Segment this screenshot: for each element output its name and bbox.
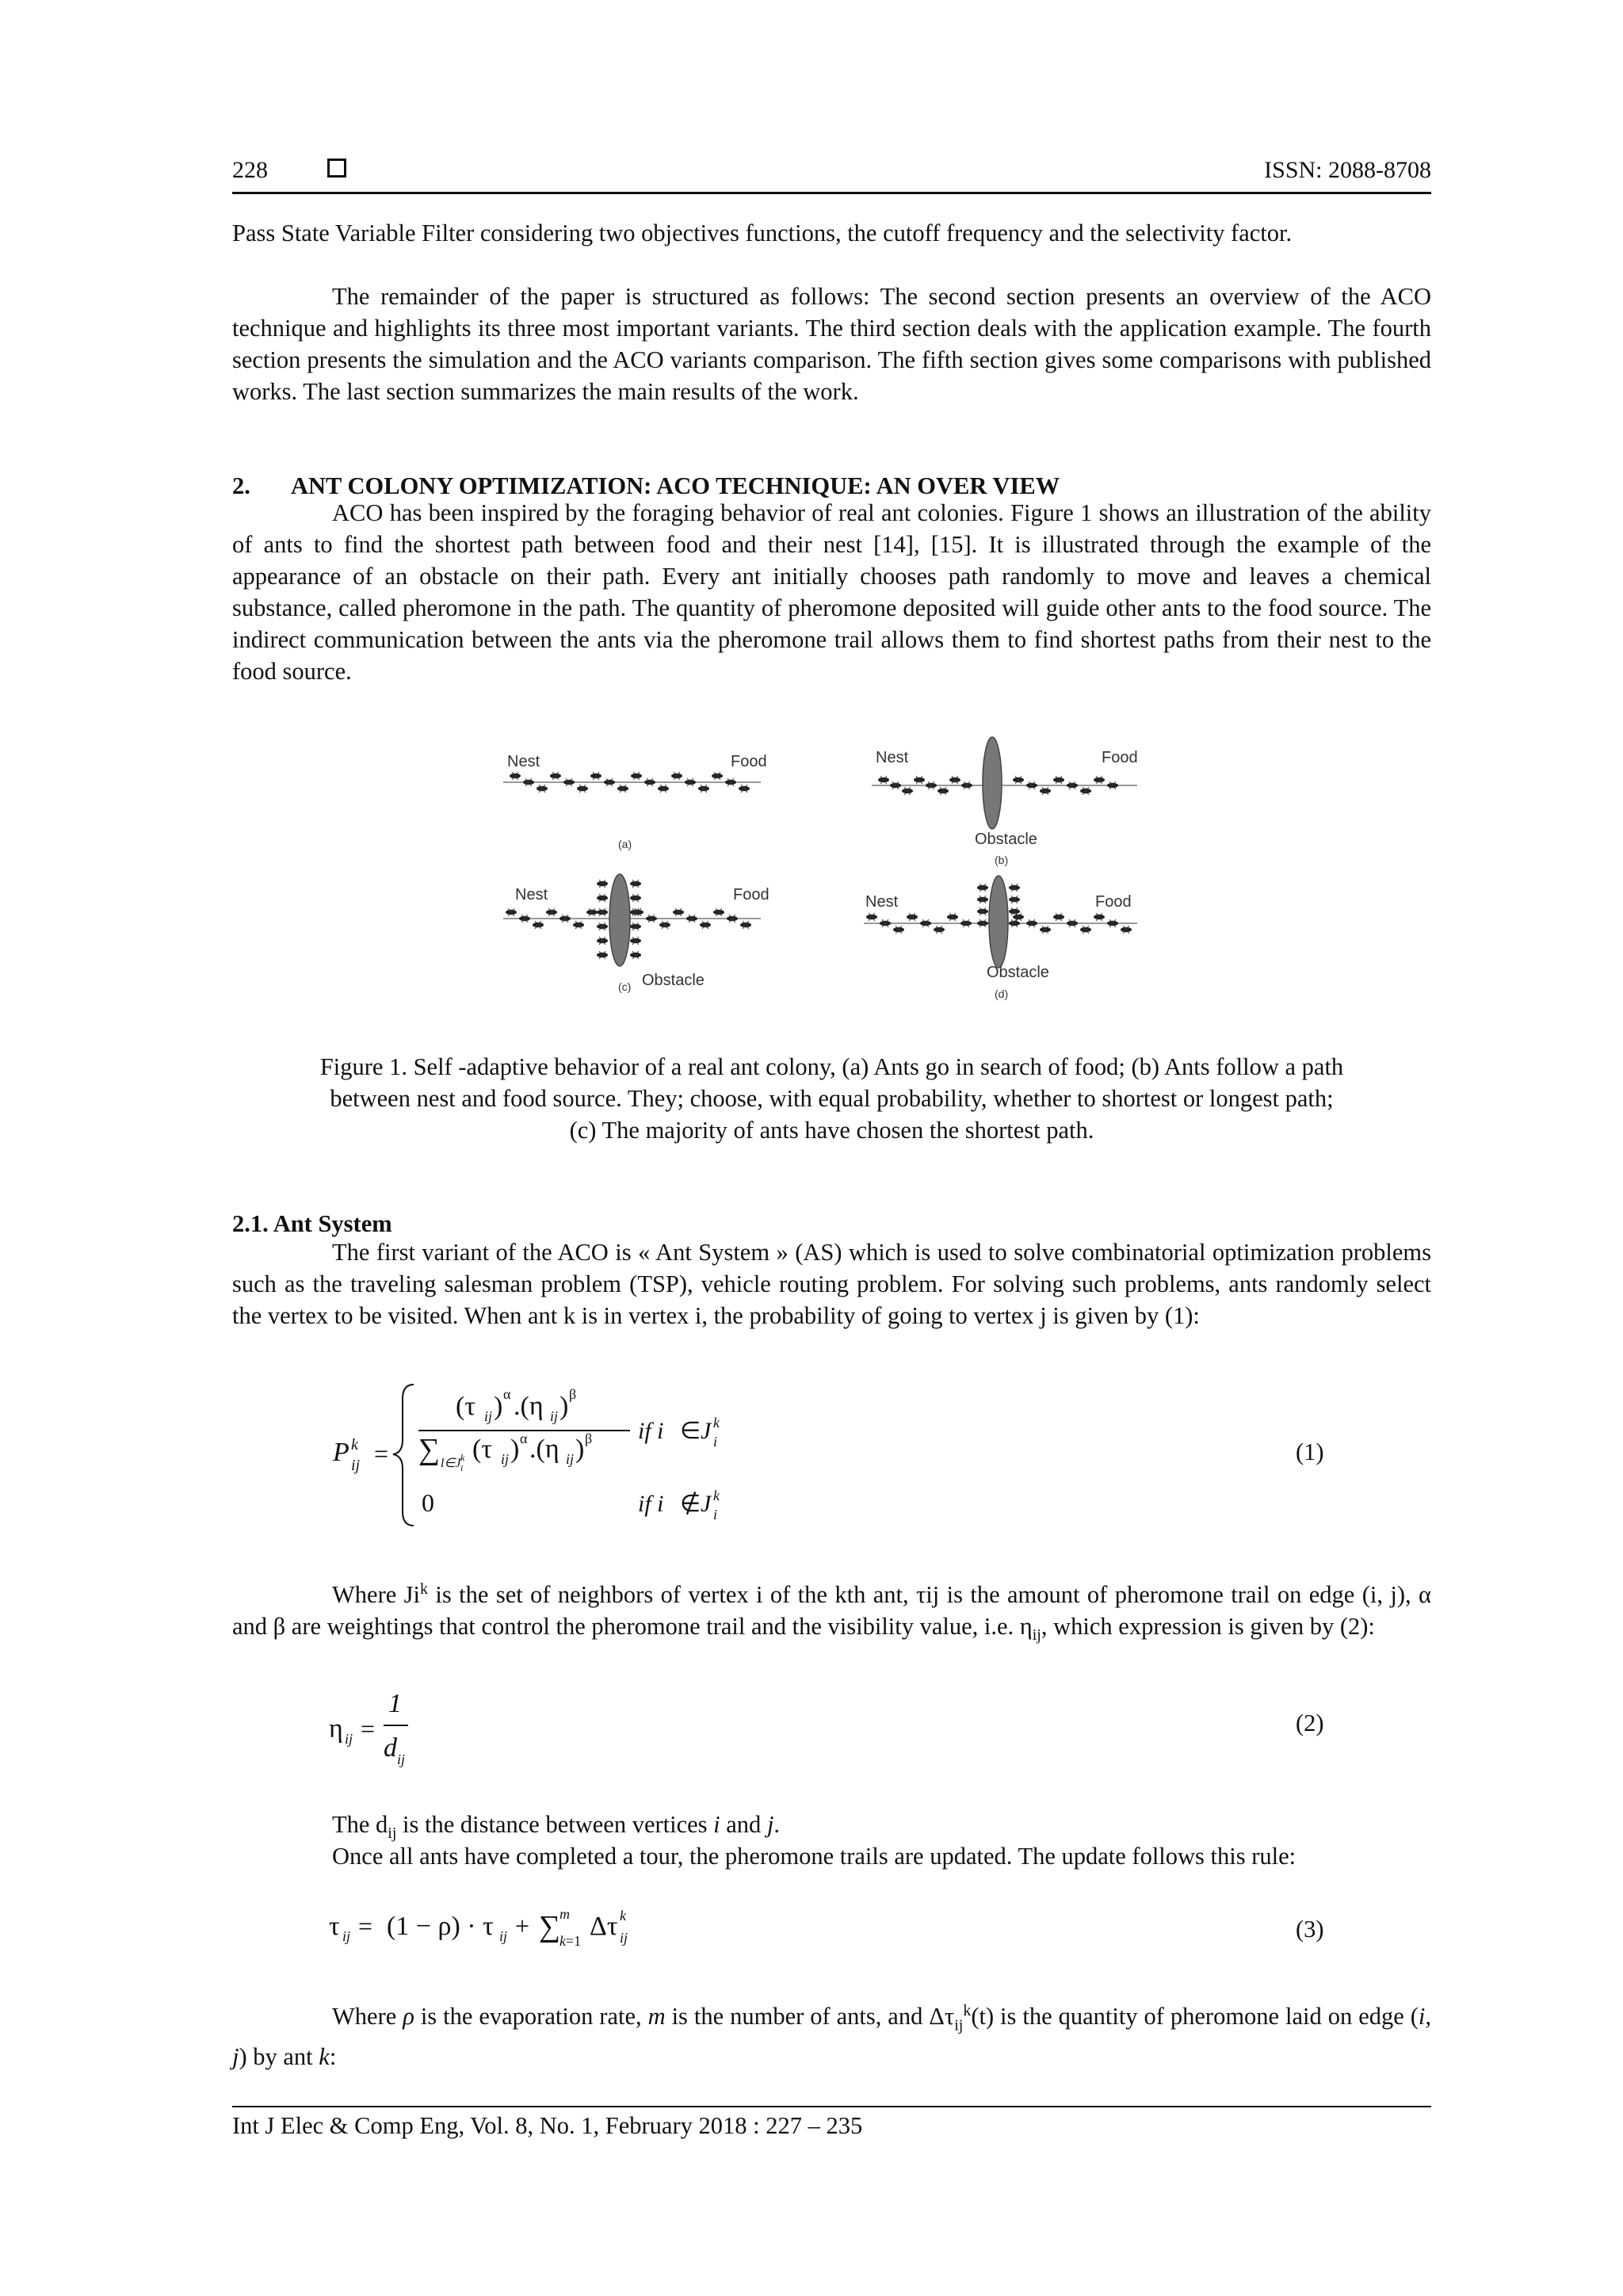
svg-text:∑: ∑	[418, 1433, 441, 1466]
ant-marker	[597, 908, 608, 916]
subscript: ij	[1032, 1626, 1041, 1645]
panel-label-b: (b)	[995, 854, 1009, 866]
ant-marker	[597, 880, 608, 888]
text-span: i	[713, 1811, 720, 1838]
ant-marker	[938, 787, 949, 795]
svg-text:l∈J: l∈J	[441, 1457, 461, 1470]
svg-text:.(η: .(η	[529, 1435, 559, 1464]
svg-text:if i: if i	[638, 1418, 664, 1444]
ant-marker	[546, 908, 557, 916]
food-label: Food	[733, 886, 769, 904]
svg-text:ij: ij	[397, 1752, 406, 1767]
nest-label: Nest	[515, 886, 548, 904]
panel-label-c: (c)	[618, 980, 632, 993]
svg-text:α: α	[503, 1386, 511, 1402]
svg-text:): )	[575, 1435, 585, 1464]
page-header	[232, 152, 1431, 190]
equation-number: (1)	[1296, 1438, 1324, 1465]
svg-text:): )	[494, 1392, 503, 1421]
figure-caption	[232, 1051, 1431, 1146]
text-span: Where	[332, 2003, 403, 2030]
svg-text:i: i	[713, 1507, 718, 1522]
ant-marker	[880, 919, 891, 927]
ant-marker	[727, 915, 738, 923]
ant-marker	[673, 908, 684, 916]
ant-marker	[671, 772, 682, 780]
svg-text:α: α	[520, 1431, 528, 1446]
ant-marker	[658, 785, 669, 793]
svg-text:ij: ij	[550, 1408, 559, 1424]
text-span: The d	[332, 1811, 388, 1838]
svg-text:=: =	[374, 1439, 389, 1468]
ant-marker	[685, 778, 696, 786]
svg-text:(τ: (τ	[472, 1435, 492, 1464]
ant-marker	[506, 908, 517, 916]
checkbox-square-icon	[327, 159, 346, 178]
obstacle-shape	[983, 737, 1002, 829]
svg-text:J: J	[701, 1491, 712, 1517]
ant-marker	[1040, 787, 1051, 795]
nest-label: Nest	[876, 749, 909, 766]
ant-marker	[907, 913, 918, 921]
ant-marker	[713, 908, 724, 916]
svg-text:∑: ∑	[539, 1910, 561, 1943]
equation-1	[325, 1375, 769, 1534]
svg-text:m: m	[559, 1906, 570, 1922]
equation-number: (2)	[1296, 1710, 1324, 1736]
ant-marker	[533, 921, 544, 929]
ant-marker	[977, 919, 988, 927]
food-label: Food	[1102, 749, 1138, 766]
text-span: ) by ant	[239, 2043, 319, 2071]
equation-3	[325, 1890, 705, 1962]
paragraph-update: Once all ants have completed a tour, the pheromone trails are updated. The update follows this rule:	[332, 1843, 1296, 1870]
ant-colony-figure	[475, 733, 1157, 1018]
svg-text:∈: ∈	[680, 1418, 701, 1444]
ant-marker	[902, 787, 913, 795]
ant-marker	[949, 776, 960, 784]
ant-marker	[1009, 896, 1020, 904]
ant-marker	[686, 915, 697, 923]
svg-text:.(η: .(η	[514, 1392, 544, 1421]
ant-marker	[630, 951, 641, 959]
ant-marker	[1040, 926, 1051, 934]
ant-marker	[659, 921, 670, 929]
svg-text:ij: ij	[501, 1451, 510, 1467]
ant-marker	[1107, 781, 1118, 789]
ant-marker	[577, 785, 588, 793]
ant-marker	[630, 937, 641, 945]
panel-d	[864, 876, 1137, 1000]
ant-marker	[597, 951, 608, 959]
page-number: 228	[232, 157, 268, 183]
svg-text:β: β	[569, 1386, 577, 1402]
svg-text:ij: ij	[342, 1928, 351, 1944]
ant-marker	[550, 772, 561, 780]
text-span: m	[647, 2003, 666, 2030]
ant-marker	[960, 919, 972, 927]
food-label: Food	[1095, 893, 1132, 911]
svg-text:ij: ij	[620, 1930, 628, 1946]
svg-text:ij: ij	[345, 1731, 353, 1747]
ant-marker	[1053, 913, 1064, 921]
ant-marker	[934, 926, 945, 934]
ant-marker	[698, 785, 709, 793]
ant-marker	[878, 776, 889, 784]
issn: ISSN: 2088-8708	[1264, 157, 1431, 183]
svg-text:β: β	[585, 1431, 593, 1446]
svg-text:if i: if i	[638, 1491, 664, 1517]
ant-marker	[740, 921, 751, 929]
ant-marker	[926, 781, 937, 789]
ant-marker	[1094, 913, 1105, 921]
ant-marker	[1009, 907, 1020, 915]
section-title: ANT COLONY OPTIMIZATION: ACO TECHNIQUE: AN OVER VIEW	[291, 472, 1060, 499]
ant-marker	[597, 923, 608, 930]
ant-marker	[630, 923, 641, 930]
ant-marker	[1067, 919, 1078, 927]
paragraph-ant-system: The first variant of the ACO is « Ant System » (AS) which is used to solve combinatorial optimization problems such as the traveling salesman problem (TSP), vehicle routing problem. For solving such problems, ants randomly select the vertex to be visited. When ant k is in vertex i, the probability of going to vertex j is given by (1):	[232, 1239, 1431, 1329]
svg-text:): )	[559, 1392, 569, 1421]
ant-marker	[712, 772, 723, 780]
ant-marker	[644, 778, 655, 786]
text-span: j	[766, 1811, 774, 1838]
text-span: i, j	[232, 2003, 1431, 2071]
text-span: k	[319, 2043, 330, 2071]
svg-text:J: J	[701, 1418, 712, 1444]
ant-marker	[590, 772, 601, 780]
paragraph-structure: The remainder of the paper is structured as follows: The second section presents an overview of the ACO technique and highlights its three most important variants. The third section deals with the application example. The fourth section presents the simulation and the ACO variants comparison. The fifth section gives some comparisons with published works. The last section summarizes the main results of the work.	[232, 283, 1431, 405]
ant-marker	[563, 778, 575, 786]
obstacle-label: Obstacle	[642, 972, 705, 989]
food-label: Food	[731, 753, 767, 770]
text-span: and	[720, 1811, 767, 1838]
text-span: .	[773, 1811, 781, 1838]
header-rule	[232, 192, 1431, 194]
ant-marker	[604, 778, 615, 786]
ant-marker	[893, 926, 904, 934]
ant-marker	[1080, 926, 1091, 934]
obstacle-label: Obstacle	[987, 964, 1049, 981]
svg-text:1: 1	[388, 1689, 402, 1718]
ant-marker	[920, 919, 931, 927]
svg-text:∉: ∉	[680, 1491, 701, 1517]
text-span: (t) is the quantity of pheromone laid on edge (	[971, 2003, 1419, 2030]
ant-marker	[523, 778, 534, 786]
text-span: is the set of neighbors of vertex i of the kth ant, τij is the amount of pheromone trail on edge (i, j), α and β are weightings that control the pheromone trail and the visibility value, i.e. η	[232, 1581, 1431, 1641]
svg-text:ij: ij	[351, 1457, 361, 1474]
ant-marker	[1067, 781, 1078, 789]
ant-marker	[617, 785, 628, 793]
panel-c	[503, 874, 769, 993]
superscript: k	[963, 2002, 972, 2019]
panel-label-a: (a)	[618, 838, 632, 850]
ant-marker	[725, 778, 736, 786]
ant-marker	[700, 921, 711, 929]
ant-marker	[977, 884, 988, 892]
paragraph-intro-end: Pass State Variable Filter considering two objectives functions, the cutoff frequency and the selectivity factor.	[232, 220, 1293, 246]
text-span: , which expression is given by (2):	[1041, 1613, 1375, 1641]
text-span: Where Ji	[332, 1581, 421, 1609]
svg-text:=: =	[361, 1714, 376, 1743]
ant-marker	[739, 785, 750, 793]
svg-text:ij: ij	[499, 1928, 508, 1944]
svg-text:0: 0	[422, 1488, 434, 1517]
svg-text:τ: τ	[329, 1912, 340, 1941]
ant-marker	[1013, 776, 1024, 784]
svg-text:i: i	[713, 1434, 718, 1450]
svg-text:i: i	[460, 1462, 464, 1473]
svg-text:P: P	[333, 1438, 349, 1467]
svg-text:(τ: (τ	[456, 1392, 475, 1421]
svg-text:k=1: k=1	[559, 1933, 582, 1949]
ant-marker	[914, 776, 925, 784]
svg-text:k: k	[713, 1488, 720, 1503]
svg-text:Δτ: Δτ	[590, 1912, 618, 1941]
ant-marker	[559, 915, 571, 923]
paragraph-aco-intro: ACO has been inspired by the foraging behavior of real ant colonies. Figure 1 shows an illustration of the ability of ants to find the shortest path between food and their nest [14], [15]. It is illustrated through the example of the appearance of an obstacle on their path. Every ant initially chooses path randomly to move and leaves a chemical substance, called pheromone in the path. The quantity of pheromone deposited will guide other ants to the food source. The indirect communication between the ants via the pheromone trail allows them to find shortest paths from their nest to the food source.	[232, 499, 1431, 685]
svg-text:k: k	[460, 1452, 465, 1463]
equation-number: (3)	[1296, 1916, 1324, 1943]
text-span: is the distance between vertices	[396, 1811, 714, 1838]
svg-text:d: d	[384, 1733, 397, 1763]
caption-line: between nest and food source. They; choose, with equal probability, whether to shortest or longest path;	[330, 1085, 1334, 1112]
ant-marker	[586, 908, 598, 916]
ant-marker	[1026, 919, 1037, 927]
subscript: ij	[388, 1824, 397, 1843]
svg-text:ij: ij	[566, 1451, 575, 1467]
subsection-heading: 2.1. Ant System	[232, 1210, 392, 1237]
ant-marker	[1107, 919, 1118, 927]
ant-marker	[519, 915, 530, 923]
panel-label-d: (d)	[995, 988, 1009, 1000]
obstacle-shape	[609, 874, 630, 966]
ant-marker	[631, 772, 642, 780]
ant-marker	[597, 894, 608, 902]
ant-marker	[1013, 913, 1024, 921]
svg-text:): )	[510, 1435, 520, 1464]
svg-text:k: k	[620, 1908, 626, 1924]
ant-marker	[1121, 926, 1132, 934]
ant-marker	[1009, 919, 1020, 927]
ant-marker	[961, 781, 972, 789]
panel-b	[872, 737, 1138, 866]
caption-line: Figure 1. Self -adaptive behavior of a real ant colony, (a) Ants go in search of food; (b) Ants follow a path	[319, 1053, 1344, 1080]
svg-text:k: k	[351, 1436, 358, 1454]
ant-marker	[977, 907, 988, 915]
paragraph-where-3	[232, 1995, 1431, 2073]
page-footer: Int J Elec & Comp Eng, Vol. 8, No. 1, February 2018 : 227 – 235	[232, 2112, 863, 2139]
ant-marker	[947, 913, 958, 921]
ant-marker	[1080, 787, 1091, 795]
ant-marker	[977, 896, 988, 904]
panel-a	[503, 753, 767, 850]
svg-text:(1 − ρ) · τ: (1 − ρ) · τ	[387, 1912, 494, 1941]
text-span: :	[329, 2043, 337, 2071]
svg-text:k: k	[713, 1415, 720, 1431]
paragraph-where-1	[232, 1573, 1431, 1651]
text-span: ρ	[403, 2003, 414, 2030]
text-span: is the evaporation rate,	[414, 2003, 648, 2030]
svg-text:η: η	[329, 1714, 343, 1744]
nest-label: Nest	[507, 753, 540, 770]
ant-marker	[890, 781, 901, 789]
footer-rule	[232, 2106, 1431, 2107]
ant-marker	[537, 785, 548, 793]
nest-label: Nest	[865, 893, 899, 911]
ant-marker	[1009, 884, 1020, 892]
svg-text:ij: ij	[484, 1408, 493, 1424]
ant-marker	[597, 937, 608, 945]
obstacle-shape	[989, 876, 1008, 968]
caption-line: (c) The majority of ants have chosen the shortest path.	[569, 1117, 1094, 1144]
ant-marker	[630, 880, 641, 888]
ant-marker	[1094, 776, 1105, 784]
ant-marker	[1026, 781, 1037, 789]
svg-text:=: =	[358, 1912, 373, 1940]
ant-marker	[630, 894, 641, 902]
superscript: k	[420, 1580, 429, 1598]
subscript: ij	[954, 2016, 964, 2034]
section-number: 2.	[232, 472, 250, 499]
ant-marker	[1053, 776, 1064, 784]
ant-marker	[510, 772, 521, 780]
ant-marker	[646, 915, 657, 923]
text-span: is the number of ants, and Δτ	[665, 2003, 955, 2030]
equation-2	[325, 1680, 444, 1775]
ant-marker	[573, 921, 584, 929]
svg-text:+: +	[515, 1912, 530, 1940]
ant-marker	[866, 913, 877, 921]
obstacle-label: Obstacle	[975, 831, 1037, 848]
